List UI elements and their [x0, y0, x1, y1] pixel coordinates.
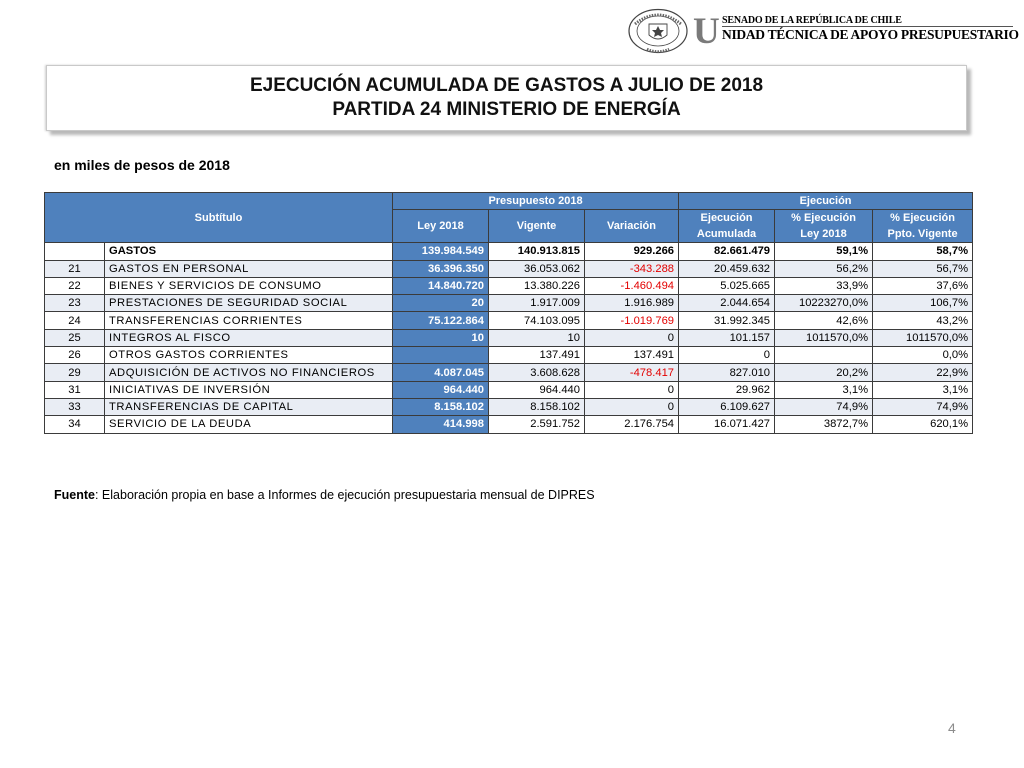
row-variacion: 929.266: [585, 243, 679, 260]
row-variacion: 0: [585, 329, 679, 346]
row-ley: 414.998: [393, 416, 489, 433]
row-vigente: 140.913.815: [489, 243, 585, 260]
row-code: 23: [45, 295, 105, 312]
table-row: [45, 295, 973, 312]
row-description: SERVICIO DE LA DEUDA: [105, 416, 393, 433]
row-vigente: 8.158.102: [489, 398, 585, 415]
row-variacion: 137.491: [585, 347, 679, 364]
row-ejecucion: 6.109.627: [679, 398, 775, 415]
header-subtitulo: Subtítulo: [45, 193, 393, 243]
table-row: [45, 398, 973, 415]
row-variacion: 0: [585, 398, 679, 415]
header-pct-ley-line2: Ley 2018: [800, 228, 847, 241]
row-pct-vigente: 58,7%: [873, 243, 973, 260]
row-vigente: 964.440: [489, 381, 585, 398]
row-pct-vigente: 0,0%: [873, 347, 973, 364]
row-ejecucion: 29.962: [679, 381, 775, 398]
budget-table: [44, 192, 973, 434]
table-row: [45, 312, 973, 329]
row-vigente: 36.053.062: [489, 260, 585, 277]
row-pct-vigente: 106,7%: [873, 295, 973, 312]
row-variacion: 0: [585, 381, 679, 398]
row-pct-ley: 3872,7%: [775, 416, 873, 433]
row-ley: 20: [393, 295, 489, 312]
row-variacion: -1.019.769: [585, 312, 679, 329]
table-row: [45, 329, 973, 346]
row-pct-ley: 20,2%: [775, 364, 873, 381]
row-description: PRESTACIONES DE SEGURIDAD SOCIAL: [105, 295, 393, 312]
table-row: [45, 260, 973, 277]
row-pct-vigente: 1011570,0%: [873, 329, 973, 346]
row-ley: [393, 347, 489, 364]
source-label: Fuente: [54, 488, 95, 502]
header-pct-ley-line1: % Ejecución: [791, 212, 856, 225]
header-presupuesto: Presupuesto 2018: [393, 193, 679, 210]
row-description: INICIATIVAS DE INVERSIÓN: [105, 381, 393, 398]
header-ley: Ley 2018: [393, 210, 489, 243]
row-code: 34: [45, 416, 105, 433]
row-ejecucion: 2.044.654: [679, 295, 775, 312]
senate-logo: [627, 8, 1017, 56]
row-description: OTROS GASTOS CORRIENTES: [105, 347, 393, 364]
table-row: [45, 416, 973, 433]
page-number: 4: [948, 720, 956, 736]
row-code: 31: [45, 381, 105, 398]
title-box: [46, 65, 967, 131]
header-pct-vigente-line2: Ppto. Vigente: [887, 228, 958, 241]
row-variacion: -343.288: [585, 260, 679, 277]
row-ley: 10: [393, 329, 489, 346]
row-code: 21: [45, 260, 105, 277]
row-ejecucion: 16.071.427: [679, 416, 775, 433]
page-subtitle: PARTIDA 24 MINISTERIO DE ENERGÍA: [332, 99, 681, 120]
row-vigente: 1.917.009: [489, 295, 585, 312]
row-pct-ley: 10223270,0%: [775, 295, 873, 312]
row-ejecucion: 101.157: [679, 329, 775, 346]
row-ley: 964.440: [393, 381, 489, 398]
units-note: en miles de pesos de 2018: [54, 157, 230, 173]
row-pct-vigente: 43,2%: [873, 312, 973, 329]
row-vigente: 3.608.628: [489, 364, 585, 381]
row-ley: 14.840.720: [393, 277, 489, 294]
logo-letter: U: [693, 11, 720, 52]
row-ley: 36.396.350: [393, 260, 489, 277]
row-pct-ley: 74,9%: [775, 398, 873, 415]
row-code: 22: [45, 277, 105, 294]
header-variacion: Variación: [585, 210, 679, 243]
unit-title: NIDAD TÉCNICA DE APOYO PRESUPUESTARIO: [722, 27, 1019, 42]
row-variacion: -478.417: [585, 364, 679, 381]
page-title: EJECUCIÓN ACUMULADA DE GASTOS A JULIO DE 2018: [249, 75, 764, 96]
header-ejec-acumulada-line2: Acumulada: [696, 228, 757, 241]
row-ley: 4.087.045: [393, 364, 489, 381]
row-code: 26: [45, 347, 105, 364]
header-ejec-acumulada-line1: Ejecución: [700, 212, 753, 225]
table-row: [45, 243, 973, 260]
row-pct-vigente: 56,7%: [873, 260, 973, 277]
source-text: : Elaboración propia en base a Informes de ejecución presupuestaria mensual de DIPRES: [94, 488, 595, 502]
table-row: [45, 381, 973, 398]
row-ley: 8.158.102: [393, 398, 489, 415]
row-ejecucion: 31.992.345: [679, 312, 775, 329]
row-code: 33: [45, 398, 105, 415]
row-ejecucion: 20.459.632: [679, 260, 775, 277]
header-vigente: Vigente: [489, 210, 585, 243]
row-pct-ley: 59,1%: [775, 243, 873, 260]
row-description: ADQUISICIÓN DE ACTIVOS NO FINANCIEROS: [105, 364, 393, 381]
header-ejecucion: Ejecución: [679, 193, 973, 210]
row-ejecucion: 82.661.479: [679, 243, 775, 260]
row-vigente: 74.103.095: [489, 312, 585, 329]
row-description: INTEGROS AL FISCO: [105, 329, 393, 346]
row-description: GASTOS EN PERSONAL: [105, 260, 393, 277]
row-pct-ley: 3,1%: [775, 381, 873, 398]
row-description: TRANSFERENCIAS CORRIENTES: [105, 312, 393, 329]
senate-name: SENADO DE LA REPÚBLICA DE CHILE: [722, 15, 902, 26]
table-row: [45, 364, 973, 381]
row-code: 25: [45, 329, 105, 346]
row-code: 29: [45, 364, 105, 381]
row-vigente: 2.591.752: [489, 416, 585, 433]
row-description: BIENES Y SERVICIOS DE CONSUMO: [105, 277, 393, 294]
row-variacion: 2.176.754: [585, 416, 679, 433]
row-description: GASTOS: [105, 243, 393, 260]
row-vigente: 13.380.226: [489, 277, 585, 294]
header-ejec-acumulada: [679, 210, 775, 243]
row-pct-vigente: 3,1%: [873, 381, 973, 398]
row-ley: 139.984.549: [393, 243, 489, 260]
row-ejecucion: 5.025.665: [679, 277, 775, 294]
header-pct-vigente: [873, 210, 973, 243]
row-pct-ley: 56,2%: [775, 260, 873, 277]
row-ejecucion: 0: [679, 347, 775, 364]
senate-seal-icon: [627, 8, 689, 54]
row-pct-vigente: 74,9%: [873, 398, 973, 415]
source-note: [54, 488, 595, 502]
row-pct-vigente: 22,9%: [873, 364, 973, 381]
table-body: [45, 243, 973, 433]
row-variacion: 1.916.989: [585, 295, 679, 312]
row-pct-ley: [775, 347, 873, 364]
row-variacion: -1.460.494: [585, 277, 679, 294]
row-vigente: 10: [489, 329, 585, 346]
row-ejecucion: 827.010: [679, 364, 775, 381]
row-code: 24: [45, 312, 105, 329]
row-pct-ley: 1011570,0%: [775, 329, 873, 346]
table-row: [45, 347, 973, 364]
row-description: TRANSFERENCIAS DE CAPITAL: [105, 398, 393, 415]
row-pct-vigente: 620,1%: [873, 416, 973, 433]
table-row: [45, 277, 973, 294]
row-vigente: 137.491: [489, 347, 585, 364]
header-pct-vigente-line1: % Ejecución: [890, 212, 955, 225]
row-code: [45, 243, 105, 260]
header-pct-ley: [775, 210, 873, 243]
row-pct-vigente: 37,6%: [873, 277, 973, 294]
row-pct-ley: 42,6%: [775, 312, 873, 329]
row-pct-ley: 33,9%: [775, 277, 873, 294]
unit-name: [693, 10, 1023, 54]
row-ley: 75.122.864: [393, 312, 489, 329]
